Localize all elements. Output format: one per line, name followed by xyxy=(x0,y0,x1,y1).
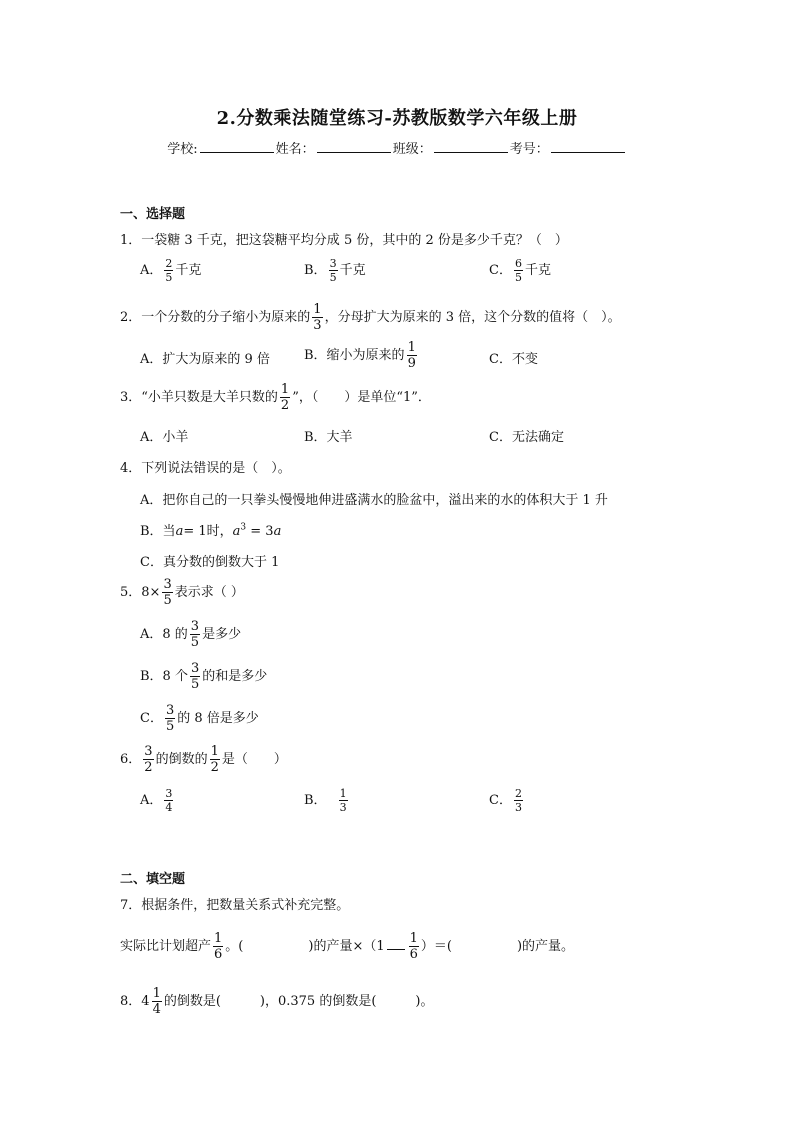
question-4-option-c[interactable]: C．真分数的倒数大于 1 xyxy=(140,555,280,570)
option-letter: C． xyxy=(489,263,512,278)
expression-text: 实际比计划超产 xyxy=(120,939,212,954)
fraction xyxy=(213,932,223,961)
fraction xyxy=(514,258,523,283)
question-5-option-b[interactable] xyxy=(140,662,267,691)
question-4-stem: 4．下列说法错误的是（ ）。 xyxy=(120,461,291,476)
denominator: 2 xyxy=(280,398,290,413)
numerator: 3 xyxy=(329,257,337,270)
option-text: 的和是多少 xyxy=(202,669,268,684)
denominator: 5 xyxy=(165,719,175,734)
exam-no-label: 考号： xyxy=(509,142,549,157)
stem-text: 的倒数是( )，0.375 的倒数是( )。 xyxy=(163,994,434,1009)
question-7-expression[interactable] xyxy=(120,932,574,961)
operator-blank[interactable] xyxy=(387,939,405,950)
option-letter: A． xyxy=(140,263,163,278)
stem-text: 5．8× xyxy=(120,585,161,600)
question-6-stem xyxy=(120,745,287,774)
numerator: 3 xyxy=(144,744,153,759)
numerator: 3 xyxy=(163,577,172,592)
option-text: = 1时， xyxy=(183,524,233,539)
fraction xyxy=(190,662,200,691)
denominator: 5 xyxy=(190,677,200,692)
numerator: 2 xyxy=(165,257,173,270)
numerator: 1 xyxy=(339,787,347,800)
denominator: 9 xyxy=(407,356,416,371)
question-2-option-c[interactable]: C．不变 xyxy=(489,352,538,367)
denominator: 3 xyxy=(514,801,522,814)
question-5-option-c[interactable] xyxy=(140,704,259,733)
fraction xyxy=(514,788,523,813)
variable: a xyxy=(232,524,241,539)
question-3-stem xyxy=(120,383,431,412)
question-1-option-a[interactable] xyxy=(140,258,201,283)
expression-text: 。( )的产量×（1 xyxy=(225,939,385,954)
question-5-option-a[interactable] xyxy=(140,620,241,649)
question-7-stem: 7．根据条件，把数量关系式补充完整。 xyxy=(120,898,350,913)
denominator: 5 xyxy=(165,271,173,284)
option-unit: 千克 xyxy=(339,263,366,278)
variable: a xyxy=(273,524,282,539)
whole-part: 4 xyxy=(141,994,150,1009)
fraction xyxy=(409,932,419,961)
option-letter: B． xyxy=(304,793,327,808)
numerator: 1 xyxy=(313,302,322,317)
numerator: 1 xyxy=(210,744,219,759)
denominator: 4 xyxy=(152,1002,161,1017)
question-5-stem xyxy=(120,578,244,607)
section-2-heading: 二、填空题 xyxy=(120,872,186,887)
option-unit: 千克 xyxy=(524,263,551,278)
option-text: = 3 xyxy=(246,524,274,539)
exponent: 3 xyxy=(240,522,247,533)
stem-text: 表示求（ ） xyxy=(174,585,244,600)
question-1-option-c[interactable] xyxy=(489,258,551,283)
fraction xyxy=(329,258,338,283)
fraction xyxy=(190,620,200,649)
section-1-heading: 一、选择题 xyxy=(120,207,186,222)
denominator: 5 xyxy=(190,635,200,650)
numerator: 3 xyxy=(165,703,175,718)
fraction xyxy=(164,788,173,813)
denominator: 5 xyxy=(514,271,522,284)
option-letter: B． xyxy=(304,263,327,278)
mixed-number xyxy=(141,987,164,1016)
option-text: 的 8 倍是多少 xyxy=(177,711,259,726)
fraction xyxy=(143,745,153,774)
numerator: 1 xyxy=(280,382,290,397)
option-text: B．缩小为原来的 xyxy=(304,348,405,363)
question-6-option-b[interactable] xyxy=(304,788,350,813)
option-text: A．8 的 xyxy=(140,627,188,642)
question-3-option-b[interactable]: B．大羊 xyxy=(304,430,353,445)
denominator: 5 xyxy=(329,271,337,284)
stem-text: ”，（ ）是单位“1”． xyxy=(292,390,431,405)
name-label: 姓名： xyxy=(275,142,315,157)
denominator: 3 xyxy=(313,318,322,333)
denominator: 2 xyxy=(144,760,153,775)
denominator: 2 xyxy=(210,760,219,775)
class-blank[interactable] xyxy=(434,140,508,153)
denominator: 5 xyxy=(163,593,172,608)
page-title: 2.分数乘法随堂练习-苏教版数学六年级上册 xyxy=(216,108,578,129)
numerator: 3 xyxy=(190,619,200,634)
class-label: 班级： xyxy=(392,142,432,157)
stem-text: 8． xyxy=(120,994,142,1009)
fraction xyxy=(164,258,173,283)
question-1-option-b[interactable] xyxy=(304,258,366,283)
option-letter: C． xyxy=(489,793,512,808)
student-info-line xyxy=(0,138,794,157)
question-4-option-a[interactable]: A．把你自己的一只拳头慢慢地伸进盛满水的脸盆中，溢出来的水的体积大于 1 升 xyxy=(140,493,608,508)
fraction xyxy=(280,383,290,412)
option-text: C． xyxy=(140,711,163,726)
question-6-option-a[interactable] xyxy=(140,788,175,813)
numerator: 1 xyxy=(214,931,223,946)
numerator: 6 xyxy=(514,257,522,270)
school-blank[interactable] xyxy=(200,140,274,153)
name-blank[interactable] xyxy=(317,140,391,153)
exam-no-blank[interactable] xyxy=(551,140,625,153)
stem-text: 是（ ） xyxy=(221,752,287,767)
stem-text: 6． xyxy=(120,752,142,767)
stem-text: 的倒数的 xyxy=(155,752,208,767)
stem-text: ，分母扩大为原来的 3 倍，这个分数的值将（ ）。 xyxy=(324,310,621,325)
numerator: 2 xyxy=(514,787,522,800)
fraction xyxy=(162,578,172,607)
fraction xyxy=(407,341,417,370)
variable: a xyxy=(175,524,184,539)
option-text: 是多少 xyxy=(202,627,242,642)
question-8-stem[interactable] xyxy=(120,987,433,1016)
question-6-option-c[interactable] xyxy=(489,788,525,813)
fraction xyxy=(152,987,162,1016)
stem-text: 3．“小羊只数是大羊只数的 xyxy=(120,390,278,405)
fraction xyxy=(339,788,348,813)
question-2-option-b[interactable] xyxy=(304,341,419,370)
question-4-option-b[interactable] xyxy=(140,520,281,539)
numerator: 1 xyxy=(409,931,418,946)
denominator: 4 xyxy=(165,801,173,814)
option-letter: A． xyxy=(140,793,163,808)
fraction xyxy=(210,745,220,774)
question-3-option-c[interactable]: C．无法确定 xyxy=(489,430,564,445)
option-text: B．8 个 xyxy=(140,669,188,684)
stem-text: 2．一个分数的分子缩小为原来的 xyxy=(120,310,311,325)
denominator: 6 xyxy=(214,947,223,962)
question-3-option-a[interactable]: A．小羊 xyxy=(140,430,189,445)
fraction xyxy=(165,704,175,733)
numerator: 1 xyxy=(407,340,416,355)
school-label: 学校: xyxy=(167,142,198,157)
numerator: 3 xyxy=(190,661,200,676)
option-text: B．当 xyxy=(140,524,176,539)
fraction xyxy=(312,303,322,332)
denominator: 3 xyxy=(339,801,347,814)
denominator: 6 xyxy=(409,947,418,962)
question-2-stem xyxy=(120,303,621,332)
option-unit: 千克 xyxy=(175,263,202,278)
expression-text: ）＝( )的产量。 xyxy=(420,939,575,954)
numerator: 3 xyxy=(165,787,173,800)
question-2-option-a[interactable]: A．扩大为原来的 9 倍 xyxy=(140,352,270,367)
numerator: 1 xyxy=(152,986,161,1001)
question-1-stem: 1．一袋糖 3 千克，把这袋糖平均分成 5 份，其中的 2 份是多少千克？（ ） xyxy=(120,233,568,248)
